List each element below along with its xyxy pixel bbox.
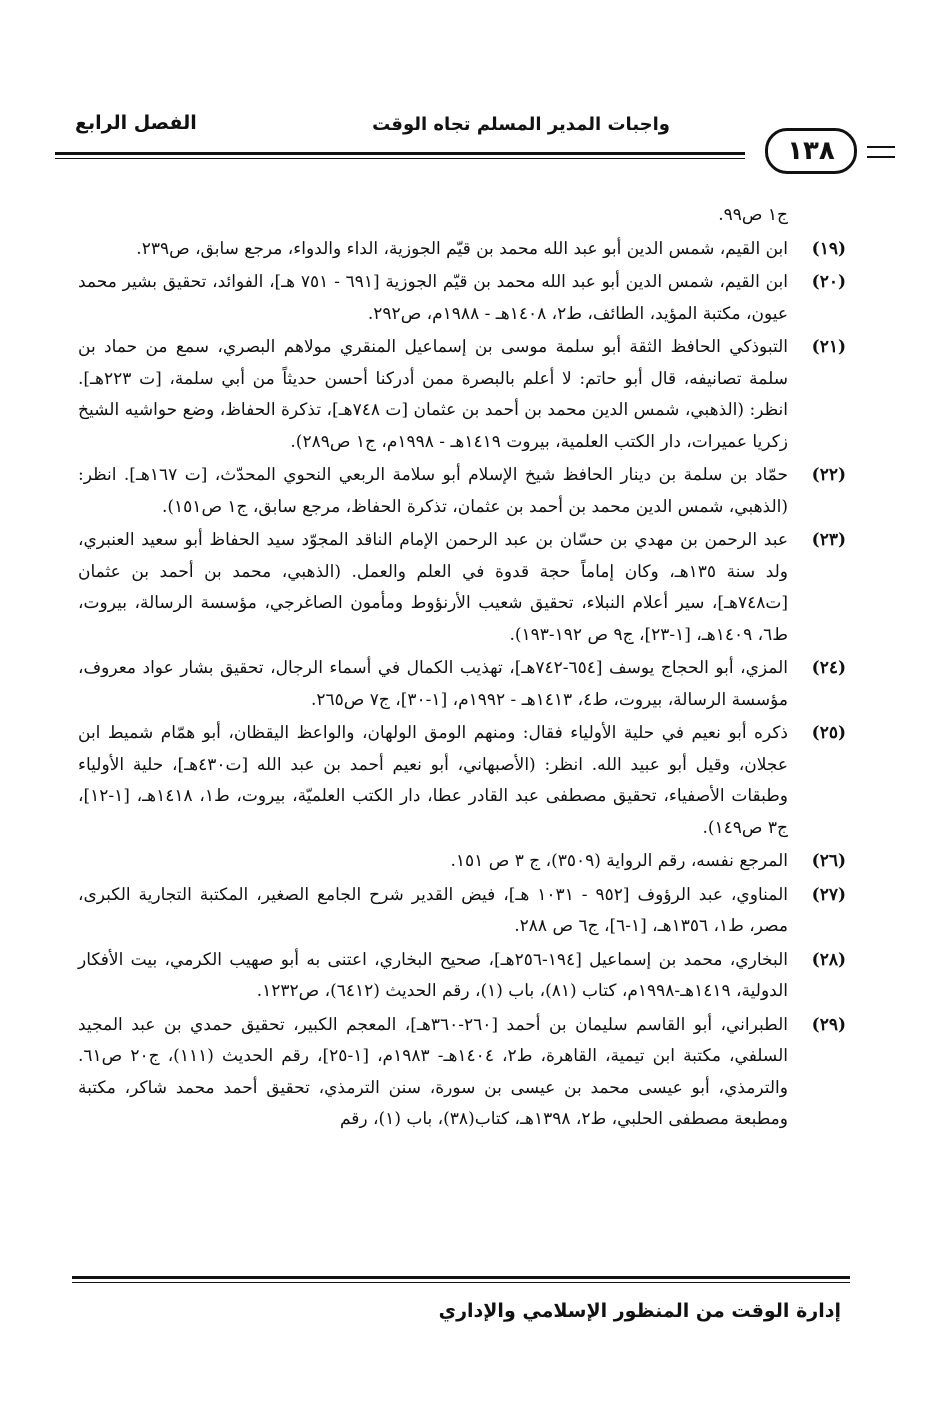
running-title: واجبات المدير المسلم تجاه الوقت [372,114,670,135]
header-badge-lines [867,146,895,158]
header-rule-thin [55,158,745,159]
footer-rule-thin [72,1282,850,1283]
footnote-text: ابن القيم، شمس الدين أبو عبد الله محمد بن قيّم الجوزية، الداء والدواء، مرجع سابق، ص٢٣٩. [136,238,788,259]
footnote-20 [78,267,846,330]
footnote-26 [78,846,846,878]
footnote-number: (٢٤) [811,658,846,678]
footnote-25 [78,718,846,844]
footnote-number: (٢١) [811,337,846,357]
page-number-badge [765,128,857,174]
footnote-number: (٢٢) [811,465,846,485]
footnote-text: البخاري، محمد بن إسماعيل [١٩٤-٢٥٦هـ]، صحيح البخاري، اعتنى به أبو صهيب الكرمي، بيت الأفكار الدولية، ١٤١٩هـ-١٩٩٨م، كتاب (٨١)، باب (١)، رقم الحديث (٦٤١٢)، ص١٢٣٢. [78,949,788,1001]
footnote-text: الطبراني، أبو القاسم سليمان بن أحمد [٢٦٠-٣٦٠هـ]، المعجم الكبير، تحقيق حمدي بن عبد المجيد السلفي، مكتبة ابن تيمية، القاهرة، ط٢، ١٤٠٤هـ- ١٩٨٣م، [١-٢٥]، رقم الحديث (١١١)، ج٢٠ ص٦١. والترمذي، أبو عيسى محمد بن عيسى بن سورة، سنن الترمذي، تحقيق أحمد محمد شاكر، مكتبة ومطبعة مصطفى الحلبي، ط٢، ١٣٩٨هـ، كتاب(٣٨)، باب (١)، رقم [78,1014,788,1129]
footnotes-body [78,200,846,1138]
footnote-number: (٢٠) [811,272,846,292]
footnote-28 [78,945,846,1008]
footnote-text: المناوي، عبد الرؤوف [٩٥٢ - ١٠٣١ هـ]، فيض القدير شرح الجامع الصغير، المكتبة التجارية الكبرى، مصر، ط١، ١٣٥٦هـ، [١-٦]، ج٦ ص ٢٨٨. [78,884,788,936]
chapter-title: الفصل الرابع [75,112,197,134]
footnote-text: ذكره أبو نعيم في حلية الأولياء فقال: ومنهم الومق الولهان، والواعظ اليقظان، أبو همّام شميط ابن عجلان، وقيل أبو عبيد الله. انظر: (الأصبهاني، أبو نعيم أحمد بن عبد الله [ت٤٣٠هـ]، حلية الأولياء وطبقات الأصفياء، تحقيق مصطفى عبد القادر عطا، دار الكتب العلميّة، بيروت، ط١، ١٤١٨هـ، [١-١٢]، ج٣ ص١٤٩). [78,723,789,838]
page-number: ١٣٨ [787,136,835,166]
footnote-number: (٢٧) [811,884,846,905]
footnote-text: حمّاد بن سلمة بن دينار الحافظ شيخ الإسلام أبو سلامة الربعي النحوي المحدّث، [ت ١٦٧هـ]. انظر: (الذهبي، شمس الدين محمد بن أحمد بن عثمان، تذكرة الحفاظ، مرجع سابق، ج١ ص١٥١). [78,465,788,517]
footnote-29 [78,1010,846,1136]
page-header [55,112,895,172]
footnote-23 [78,525,846,651]
footnote-number: (٢٨) [811,949,846,970]
footnote-number: (١٩) [811,238,846,259]
footnote-number: (٢٥) [811,723,846,743]
book-title-footer: إدارة الوقت من المنظور الإسلامي والإداري [438,1300,841,1322]
footnote-19 [78,234,846,266]
footnote-27 [78,880,846,943]
footnote-text: المرجع نفسه، رقم الرواية (٣٥٠٩)، ج ٣ ص ١٥١. [450,851,788,871]
footnote-text: ابن القيم، شمس الدين أبو عبد الله محمد بن قيّم الجوزية [٦٩١ - ٧٥١ هـ]، الفوائد، تحقيق بشير محمد عيون، مكتبة المؤيد، الطائف، ط٢، ١٤٠٨هـ - ١٩٨٨م، ص٢٩٢. [78,272,788,324]
footnote-21 [78,332,846,458]
continuation-line: ج١ ص٩٩. [718,205,788,225]
footnote-number: (٢٩) [811,1014,846,1035]
footnote-number: (٢٦) [811,851,846,871]
footnote-24 [78,653,846,716]
footer-rule-thick [72,1276,850,1279]
footer-rules [72,1276,850,1283]
footnote-number: (٢٣) [811,530,846,550]
footnote-text: التبوذكي الحافظ الثقة أبو سلمة موسى بن إسماعيل المنقري مولاهم البصري، سمع من حماد بن سلمة تصانيفه، قال أبو حاتم: لا أعلم بالبصرة ممن أدركنا أحسن حديثاً من أبي سلمة، [ت ٢٢٣هـ]. انظر: (الذهبي، شمس الدين محمد بن أحمد بن عثمان [ت ٧٤٨هـ]، تذكرة الحفاظ، وضع حواشيه الشيخ زكريا عميرات، دار الكتب العلمية، بيروت ١٤١٩هـ - ١٩٩٨م، ج١ ص٢٨٩). [78,337,788,452]
footnote-22 [78,460,846,523]
footnote-text: عبد الرحمن بن مهدي بن حسّان بن عبد الرحمن الإمام الناقد المجوّد سيد الحفاظ أبو سعيد العنبري، ولد سنة ١٣٥هـ، وكان إماماً حجة قدوة في العلم والعمل. (الذهبي، محمد بن أحمد بن عثمان [ت٧٤٨هـ]، سير أعلام النبلاء، تحقيق شعيب الأرنؤوط ومأمون الصاغرجي، مؤسسة الرسالة، بيروت، ط٦، ١٤٠٩هـ، [١-٢٣]، ج٩ ص ١٩٢-١٩٣). [78,530,789,645]
header-rule-thick [55,152,745,155]
footnote-text: المزي، أبو الحجاج يوسف [٦٥٤-٧٤٢هـ]، تهذيب الكمال في أسماء الرجال، تحقيق بشار عواد معروف، مؤسسة الرسالة، بيروت، ط٤، ١٤١٣هـ - ١٩٩٢م، [١-٣٠]، ج٧ ص٢٦٥. [78,658,788,710]
